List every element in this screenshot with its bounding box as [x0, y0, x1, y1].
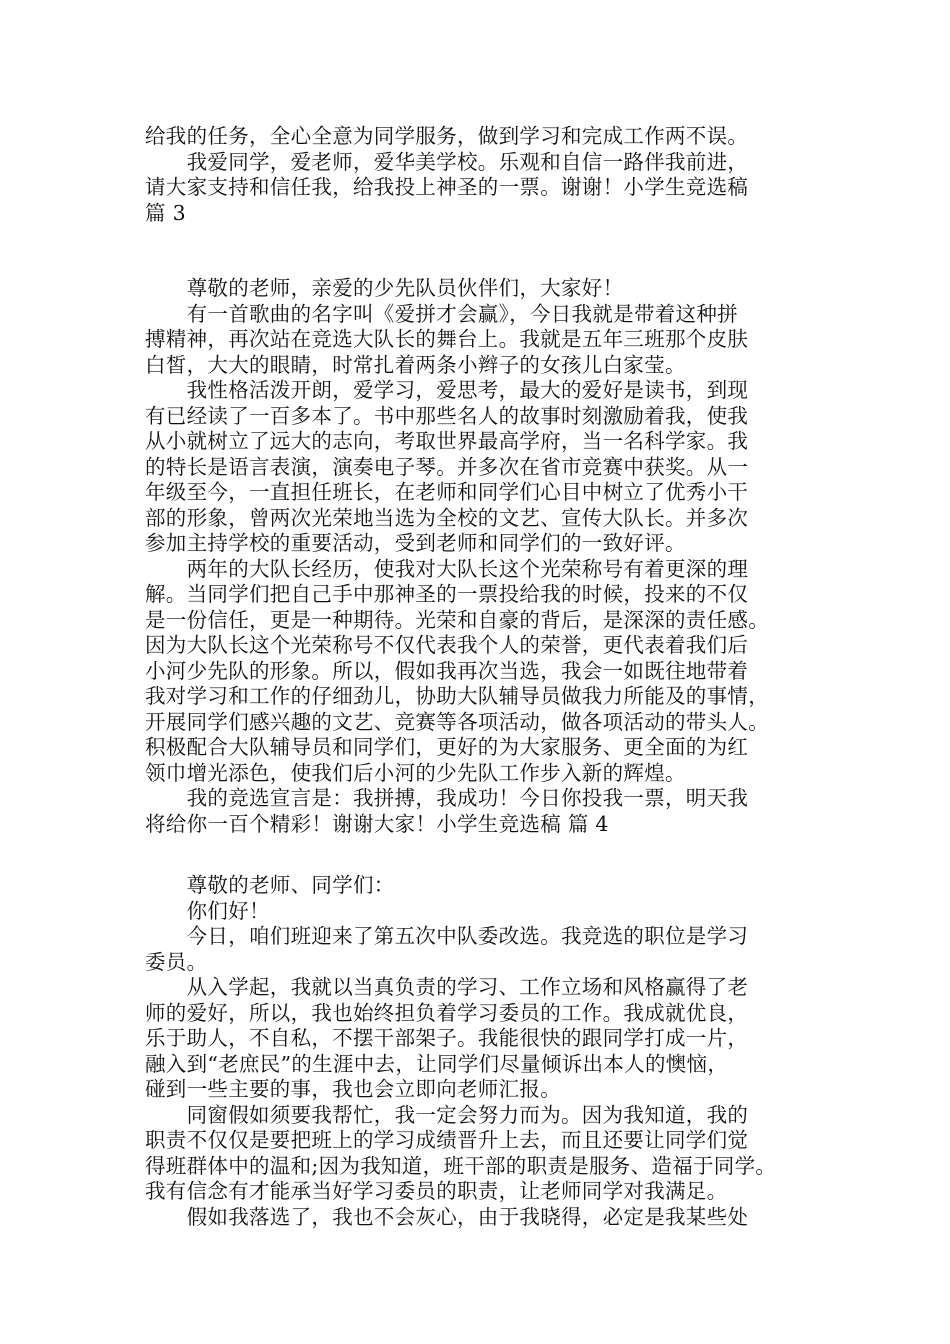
text-line: 篇 3: [145, 200, 186, 225]
text-line: 乐于助人，不自私，不摆干部架子。我能很快的跟同学打成一片，: [145, 1026, 749, 1050]
text-line: 解。当同学们把自己手中那神圣的一票投给我的时候，投来的不仅: [145, 582, 749, 606]
text-line: 你们好！: [145, 898, 270, 923]
greeting-line: 尊敬的老师，亲爱的少先队员伙伴们，大家好！: [145, 276, 624, 300]
text-line: 有一首歌曲的名字叫《爱拼才会赢》，今日我就是带着这种拼: [145, 301, 738, 326]
text-line: 从小就树立了远大的志向，考取世界最高学府，当一名科学家。我: [145, 429, 749, 453]
text-line: 的特长是语言表演，演奏电子琴。并多次在省市竞赛中获奖。从一: [145, 454, 749, 479]
text-line: 参加主持学校的重要活动，受到老师和同学们的一致好评。: [145, 531, 686, 555]
text-line: 假如我落选了，我也不会灰心，由于我晓得，必定是我某些处: [145, 1204, 749, 1229]
text-line: 部的形象，曾两次光荣地当选为全校的文艺、宣传大队长。并多次: [145, 505, 749, 530]
text-line: 我有信念有才能承当好学习委员的职责，让老师同学对我满足。: [145, 1179, 728, 1203]
text-line: 领巾增光添色，使我们后小河的少先队工作步入新的辉煌。: [145, 760, 686, 785]
text-line: 搏精神，再次站在竞选大队长的舞台上。我就是五年三班那个皮肤: [145, 327, 749, 351]
text-line: 师的爱好，所以，我也始终担负着学习委员的工作。我成就优良，: [145, 1000, 749, 1025]
text-line: 同窗假如须要我帮忙，我一定会努力而为。因为我知道，我的: [145, 1102, 749, 1127]
text-line: 开展同学们感兴趣的文艺、竞赛等各项活动，做各项活动的带头人。: [145, 709, 769, 734]
text-line: 是一份信任，更是一种期待。光荣和自豪的背后，是深深的责任感。: [145, 607, 769, 632]
text-line: 积极配合大队辅导员和同学们，更好的为大家服务、更全面的为红: [145, 735, 749, 759]
text-line: 今日，咱们班迎来了第五次中队委改选。我竞选的职位是学习: [145, 924, 749, 948]
text-section-1: [145, 124, 805, 226]
text-line: 请大家支持和信任我，给我投上神圣的一票。谢谢！小学生竞选稿: [145, 175, 749, 199]
text-line: 我性格活泼开朗，爱学习，爱思考，最大的爱好是读书，到现: [145, 378, 749, 402]
text-line: 有已经读了一百多本了。书中那些名人的故事时刻激励着我，使我: [145, 403, 749, 428]
text-line: 碰到一些主要的事，我也会立即向老师汇报。: [145, 1077, 561, 1101]
text-line: 将给你一百个精彩！谢谢大家！小学生竞选稿 篇 4: [145, 811, 609, 836]
text-line: 委员。: [145, 949, 208, 974]
text-line: 小河少先队的形象。所以，假如我再次当选，我会一如既往地带着: [145, 658, 749, 683]
text-line: 从入学起，我就以当真负责的学习、工作立场和风格赢得了老: [145, 975, 749, 999]
text-line: 年级至今，一直担任班长，在老师和同学们心目中树立了优秀小干: [145, 480, 749, 504]
text-section-3: [145, 873, 805, 1230]
text-line: 给我的任务，全心全意为同学服务，做到学习和完成工作两不误。: [145, 124, 749, 148]
text-line: 两年的大队长经历，使我对大队长这个光荣称号有着更深的理: [145, 556, 749, 581]
text-line: 因为大队长这个光荣称号不仅代表我个人的荣誉，更代表着我们后: [145, 633, 749, 657]
text-line: 白皙，大大的眼睛，时常扎着两条小辫子的女孩儿白家莹。: [145, 352, 686, 377]
text-line: 职责不仅仅是要把班上的学习成绩晋升上去，而且还要让同学们觉: [145, 1128, 749, 1152]
greeting-line: 尊敬的老师、同学们：: [145, 873, 395, 897]
text-line: 得班群体中的温和;因为我知道，班干部的职责是服务、造福于同学。: [145, 1153, 777, 1178]
text-line: 我的竞选宣言是：我拼搏，我成功！今日你投我一票，明天我: [145, 786, 749, 810]
text-line: 融入到“老庶民”的生涯中去，让同学们尽量倾诉出本人的懊恼，: [145, 1051, 729, 1076]
text-line: 我爱同学，爱老师，爱华美学校。乐观和自信一路伴我前进，: [145, 149, 749, 174]
text-section-2: [145, 276, 805, 837]
text-line: 我对学习和工作的仔细劲儿，协助大队辅导员做我力所能及的事情，: [145, 684, 769, 708]
